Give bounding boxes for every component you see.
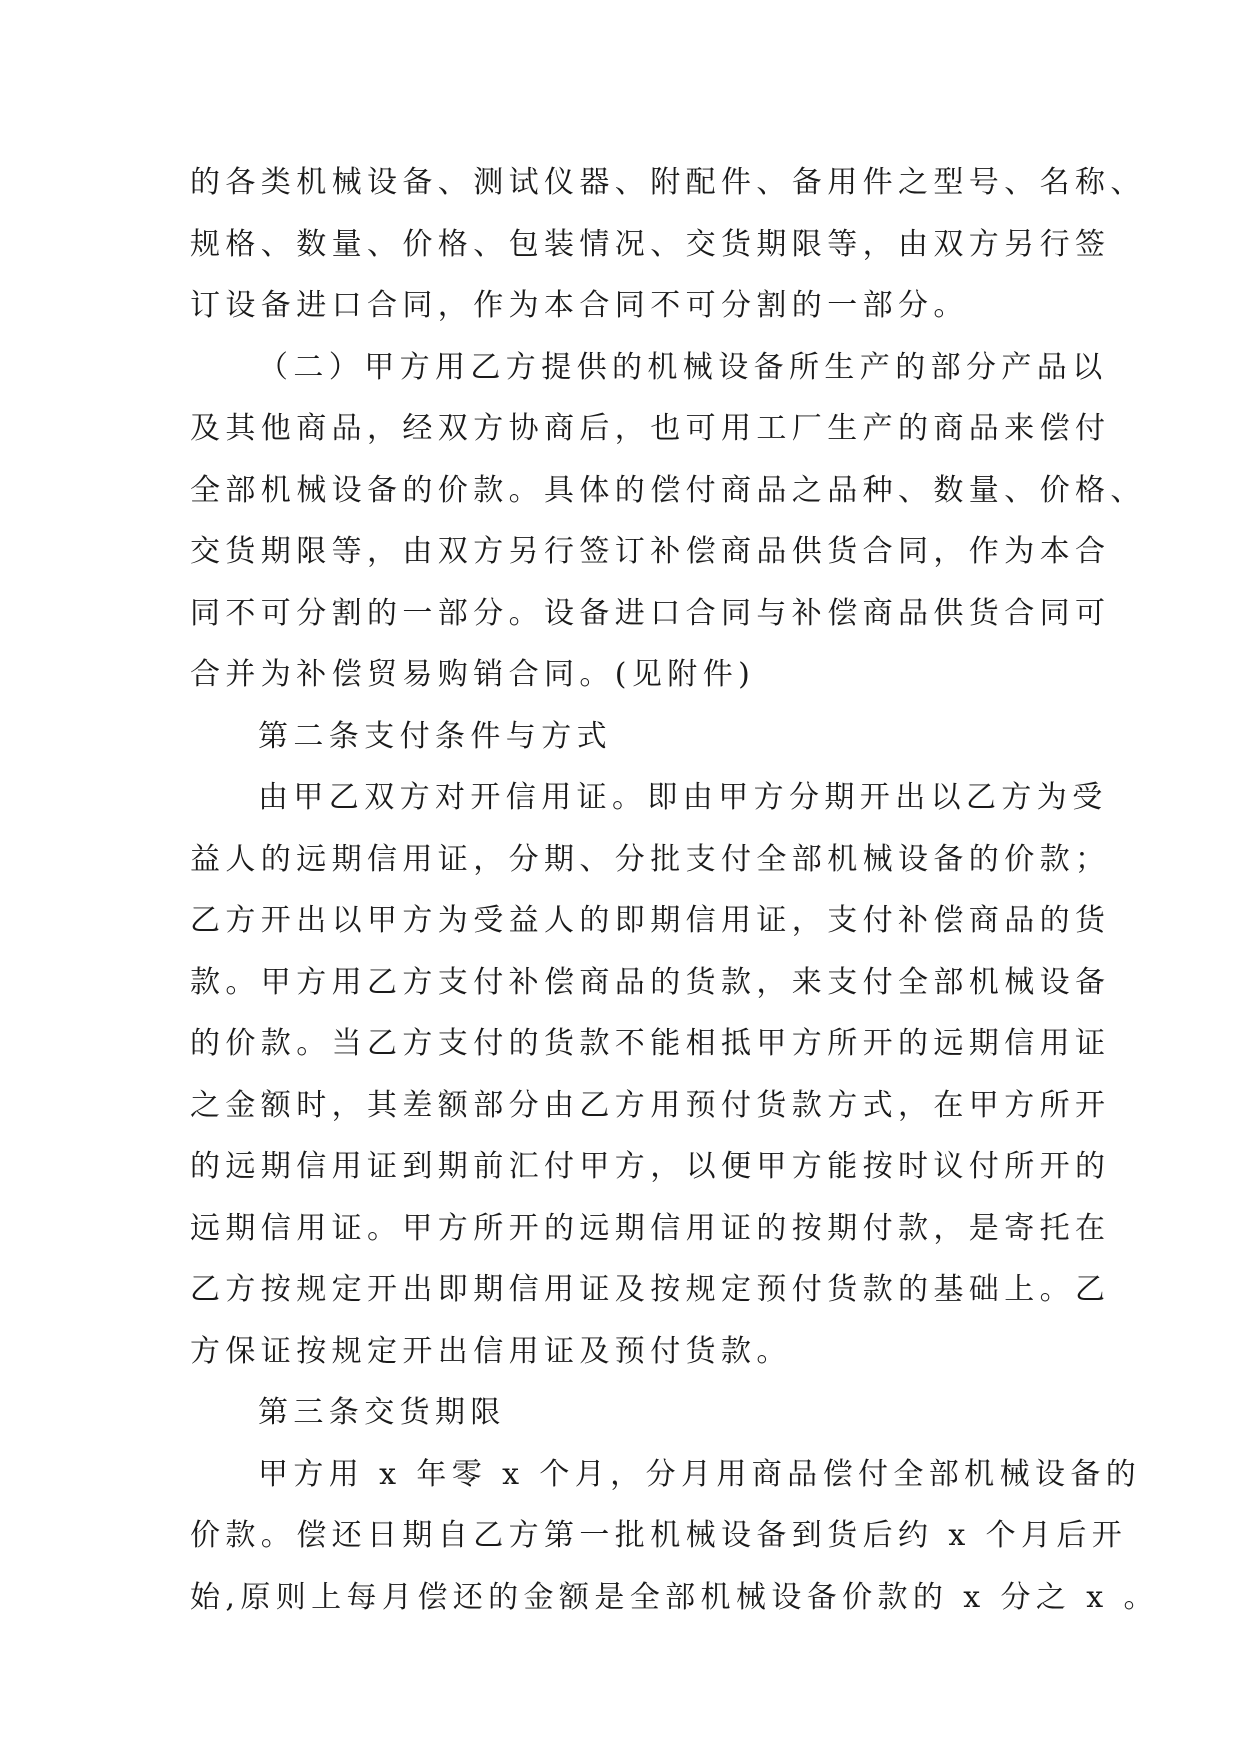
text-line: 全部机械设备的价款。具体的偿付商品之品种、数量、价格、 <box>190 472 1146 508</box>
text-line: 同不可分割的一部分。设备进口合同与补偿商品供货合同可 <box>190 595 1111 631</box>
article-heading: 第三条交货期限 <box>258 1395 506 1430</box>
text-line: 订设备进口合同，作为本合同不可分割的一部分。 <box>190 288 969 323</box>
text-line: 始,原则上每月偿还的金额是全部机械设备价款的 x 分之 x 。 <box>190 1579 1159 1615</box>
paragraph-start-line: 甲方用 x 年零 x 个月，分月用商品偿付全部机械设备的 <box>258 1456 1142 1492</box>
text-line: 价款。偿还日期自乙方第一批机械设备到货后约 x 个月后开 <box>190 1518 1128 1553</box>
text-line: 的价款。当乙方支付的货款不能相抵甲方所开的远期信用证 <box>190 1026 1111 1061</box>
text-line: 款。甲方用乙方支付补偿商品的货款，来支付全部机械设备 <box>190 964 1111 1000</box>
text-line: 方保证按规定开出信用证及预付货款。 <box>190 1333 792 1369</box>
document-body <box>190 152 1159 1628</box>
text-line: 远期信用证。甲方所开的远期信用证的按期付款，是寄托在 <box>190 1210 1111 1246</box>
text-line: 乙方开出以甲方为受益人的即期信用证，支付补偿商品的货 <box>190 903 1111 938</box>
text-line: 乙方按规定开出即期信用证及按规定预付货款的基础上。乙 <box>190 1272 1111 1307</box>
text-line: 之金额时，其差额部分由乙方用预付货款方式，在甲方所开 <box>190 1087 1111 1123</box>
paragraph-start-line: （二）甲方用乙方提供的机械设备所生产的部分产品以 <box>258 349 1108 385</box>
text-line: 合并为补偿贸易购销合同。(见附件) <box>190 657 756 692</box>
text-line: 的远期信用证到期前汇付甲方，以便甲方能按时议付所开的 <box>190 1149 1111 1184</box>
paragraph-start-line: 由甲乙双方对开信用证。即由甲方分期开出以乙方为受 <box>258 780 1108 815</box>
text-line: 交货期限等，由双方另行签订补偿商品供货合同，作为本合 <box>190 534 1111 569</box>
text-line: 规格、数量、价格、包装情况、交货期限等，由双方另行签 <box>190 226 1111 262</box>
text-line: 益人的远期信用证，分期、分批支付全部机械设备的价款； <box>190 841 1111 877</box>
text-line: 的各类机械设备、测试仪器、附配件、备用件之型号、名称、 <box>190 165 1146 200</box>
text-line: 及其他商品，经双方协商后，也可用工厂生产的商品来偿付 <box>190 411 1111 446</box>
article-heading: 第二条支付条件与方式 <box>258 718 612 754</box>
